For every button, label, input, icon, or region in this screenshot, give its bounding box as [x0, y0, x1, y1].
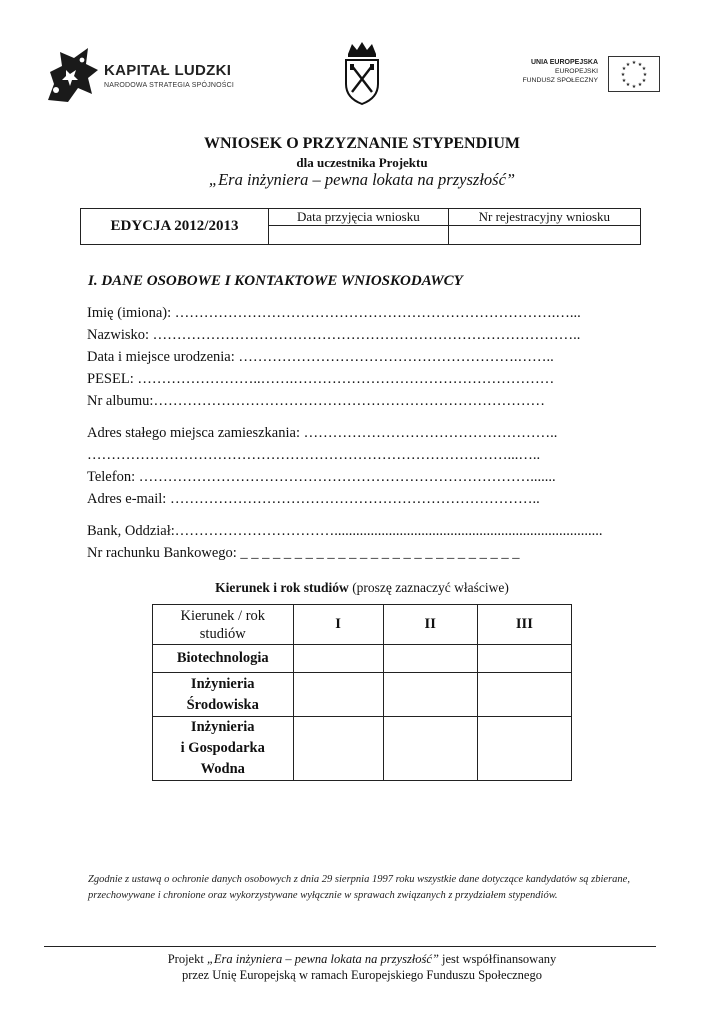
studies-caption-note: (proszę zaznaczyć właściwe) [348, 580, 509, 595]
footer-divider [44, 946, 656, 947]
footer-post: jest współfinansowany [438, 952, 557, 966]
row-biotechnologia-label [153, 645, 294, 673]
date-received-header: Data przyjęcia wniosku [269, 209, 449, 226]
eu-flag-icon [608, 56, 660, 92]
pesel-field[interactable]: PESEL: ……………………..…….……………………………………………… [87, 371, 555, 387]
table-row [153, 673, 572, 717]
email-field[interactable]: Adres e-mail: ………………………………………………………………….. [87, 491, 540, 507]
studies-caption [0, 580, 724, 596]
eu-line-3: FUNDUSZ SPOŁECZNY [522, 77, 598, 84]
checkbox-cell[interactable] [477, 673, 571, 717]
eu-line-2: EUROPEJSKI [554, 68, 598, 75]
album-number-field[interactable]: Nr albumu:……………………………………………………………………… [87, 393, 545, 409]
address-field[interactable]: Adres stałego miejsca zamieszkania: …………………………………………….. [87, 425, 558, 441]
kapital-ludzki-subtitle: NARODOWA STRATEGIA SPÓJNOŚCI [104, 82, 235, 89]
phone-field[interactable]: Telefon: ………………………………………………………………………....... [87, 469, 556, 485]
row-inzynieria-srodowiska-label [153, 673, 294, 717]
row-label-line: Wodna [200, 761, 245, 777]
edition-table [80, 208, 641, 245]
checkbox-cell[interactable] [293, 645, 383, 673]
footer-pre: Projekt [167, 952, 207, 966]
row-label-line: Inżynieria [190, 719, 255, 735]
bank-account-field[interactable]: Nr rachunku Bankowego: _ _ _ _ _ _ _ _ _ _ _ _ _ _ _ _ _ _ _ _ _ _ _ _ _ _ [87, 545, 520, 561]
eu-logo [508, 56, 668, 102]
checkbox-cell[interactable] [383, 673, 477, 717]
svg-text:★: ★ [631, 60, 637, 66]
svg-text:★: ★ [641, 66, 647, 72]
last-name-field[interactable]: Nazwisko: …………………………………………………………………………….. [87, 327, 581, 343]
section-title: I. DANE OSOBOWE I KONTAKTOWE WNIOSKODAWCY [88, 273, 463, 289]
eu-line-1: UNIA EUROPEJSKA [530, 59, 598, 66]
birth-date-place-field[interactable]: Data i miejsce urodzenia: ………………………………………………….…….. [87, 349, 554, 365]
bank-branch-field[interactable]: Bank, Oddział:…………………………….......................................................................... [87, 523, 603, 539]
year-2-header: II [383, 605, 477, 645]
year-1-header: I [293, 605, 383, 645]
studies-corner-line2: studiów [199, 625, 246, 642]
footer-line-1 [0, 952, 724, 967]
svg-text:★: ★ [642, 72, 648, 78]
studies-caption-bold: Kierunek i rok studiów [215, 580, 349, 595]
svg-text:★: ★ [641, 78, 647, 84]
svg-text:★: ★ [631, 84, 637, 90]
university-crest-icon [340, 40, 384, 106]
edition-label: EDYCJA 2012/2013 [81, 209, 269, 245]
studies-table [152, 604, 572, 781]
svg-text:★: ★ [637, 82, 643, 88]
table-row [153, 645, 572, 673]
kapital-ludzki-mark-icon [44, 44, 102, 104]
registration-number-field[interactable] [448, 226, 640, 245]
svg-text:★: ★ [637, 62, 643, 68]
svg-text:★: ★ [620, 72, 626, 78]
checkbox-cell[interactable] [477, 645, 571, 673]
row-inzynieria-gospodarka-label [153, 717, 294, 781]
kapital-ludzki-logo [44, 44, 244, 104]
row-label-line: Środowiska [186, 696, 259, 713]
svg-text:★: ★ [625, 82, 631, 88]
registration-number-header: Nr rejestracyjny wniosku [448, 209, 640, 226]
footer-project: „Era inżyniera – pewna lokata na przyszłość” [206, 952, 439, 966]
row-label-line: Biotechnologia [176, 650, 269, 666]
project-name: „Era inżyniera – pewna lokata na przyszłość” [208, 170, 516, 189]
table-row [153, 717, 572, 781]
row-label-line: Inżynieria [190, 675, 255, 692]
kapital-ludzki-title: KAPITAŁ LUDZKI [104, 62, 232, 79]
year-3-header: III [477, 605, 571, 645]
checkbox-cell[interactable] [383, 645, 477, 673]
svg-text:★: ★ [621, 78, 627, 84]
address-continuation-field[interactable]: ……………………………………………………………………………...….. [87, 447, 541, 463]
svg-text:★: ★ [621, 66, 627, 72]
svg-text:★: ★ [625, 62, 631, 68]
document-title: WNIOSEK O PRZYZNANIE STYPENDIUM [203, 135, 521, 152]
studies-corner-line1: Kierunek / rok [180, 607, 266, 624]
checkbox-cell[interactable] [293, 717, 383, 781]
privacy-notice: Zgodnie z ustawą o ochronie danych osobowych z dnia 29 sierpnia 1997 roku wszystkie dane dotyczące kandydatów są zbierane, przechowywane i chronione oraz wykorzystywane wyłącznie w sprawach związanych z przydziałem stypendiów. [88, 874, 630, 901]
studies-corner-header [153, 605, 294, 645]
checkbox-cell[interactable] [477, 717, 571, 781]
row-label-line: i Gospodarka [180, 740, 265, 756]
checkbox-cell[interactable] [293, 673, 383, 717]
checkbox-cell[interactable] [383, 717, 477, 781]
footer-line-2: przez Unię Europejską w ramach Europejskiego Funduszu Społecznego [182, 968, 542, 982]
document-subtitle: dla uczestnika Projektu [296, 155, 428, 170]
first-name-field[interactable]: Imię (imiona): …………………………………………………………………….…... [87, 305, 581, 321]
date-received-field[interactable] [269, 226, 449, 245]
